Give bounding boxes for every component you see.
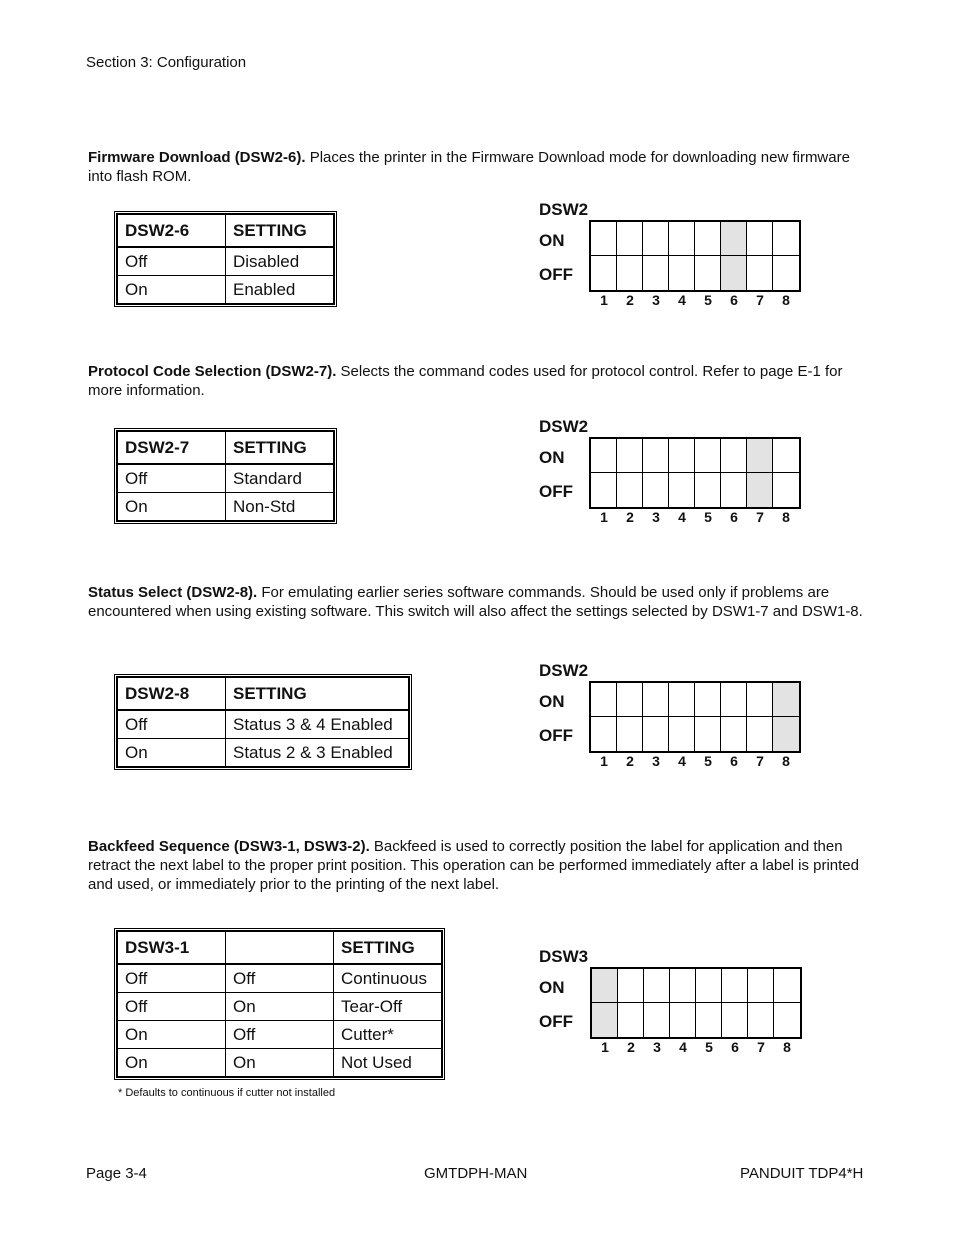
footnote: * Defaults to continuous if cutter not installed — [118, 1087, 336, 1099]
dip-switch-8-on — [773, 683, 799, 717]
table-header-cell — [226, 932, 334, 965]
dip-switch-number: 3 — [652, 509, 660, 525]
dip-off-label: OFF — [539, 726, 573, 745]
dip-switch-number: 3 — [653, 1039, 661, 1055]
dip-switch-label: DSW2 — [539, 200, 589, 219]
dip-switch-1-on — [591, 439, 617, 473]
dip-switch-5-on — [695, 222, 721, 256]
dip-switch-6-off — [721, 717, 747, 751]
dip-switch-number: 1 — [600, 509, 608, 525]
table-header-cell: SETTING — [226, 678, 409, 711]
dip-switch-numbers — [591, 292, 799, 308]
dip-switch-8-off — [773, 256, 799, 290]
table-cell: Off — [226, 964, 334, 993]
dip-switch-number: 5 — [704, 292, 712, 308]
dip-switch-numbers — [591, 509, 799, 525]
settings-table — [114, 928, 445, 1080]
dip-switch-7-off — [747, 717, 773, 751]
table-cell: On — [226, 1049, 334, 1077]
dip-off-label: OFF — [539, 482, 573, 501]
dip-switch-1-off — [591, 256, 617, 290]
protocol-code-paragraph — [88, 362, 863, 400]
dip-switch-6-off — [721, 473, 747, 507]
table-row — [118, 1049, 442, 1077]
table-header-cell: DSW2-7 — [118, 432, 226, 465]
dip-switch-2-on — [617, 439, 643, 473]
dip-switch-number: 7 — [757, 1039, 765, 1055]
dip-switch-number: 5 — [705, 1039, 713, 1055]
dip-switch-number: 2 — [626, 753, 634, 769]
dip-switch-diagram — [589, 437, 801, 509]
dip-switch-5-off — [696, 1003, 722, 1037]
table-header-cell: DSW3-1 — [118, 932, 226, 965]
table-cell: Status 3 & 4 Enabled — [226, 710, 409, 739]
dip-switch-diagram — [589, 220, 801, 292]
footer-doc-id: GMTDPH-MAN — [424, 1165, 528, 1182]
dip-switch-3-on — [643, 222, 669, 256]
dip-switch-1-off — [591, 717, 617, 751]
table-row — [118, 964, 442, 993]
dip-switch-number: 5 — [704, 753, 712, 769]
table-cell: On — [118, 493, 226, 521]
dip-off-label: OFF — [539, 1012, 573, 1031]
table-cell: On — [118, 739, 226, 767]
dip-switch-number: 8 — [783, 1039, 791, 1055]
dip-switch-4-off — [669, 256, 695, 290]
dip-on-label: ON — [539, 978, 565, 997]
table-cell: On — [226, 993, 334, 1021]
dip-switch-number: 1 — [600, 292, 608, 308]
settings-table — [114, 211, 337, 307]
dip-switch-numbers — [591, 753, 799, 769]
dip-switch-7-off — [747, 473, 773, 507]
status-select-paragraph — [88, 583, 863, 621]
dip-switch-8-off — [774, 1003, 800, 1037]
dip-switch-3-off — [643, 256, 669, 290]
dip-switch-3-on — [643, 439, 669, 473]
dip-switch-1-on — [591, 222, 617, 256]
dip-switch-number: 3 — [652, 292, 660, 308]
dip-switch-6-off — [722, 1003, 748, 1037]
dip-switch-7-on — [747, 222, 773, 256]
table-cell: On — [118, 276, 226, 304]
dip-on-label: ON — [539, 692, 565, 711]
table-cell: Status 2 & 3 Enabled — [226, 739, 409, 767]
dip-switch-3-off — [644, 1003, 670, 1037]
dip-switch-7-off — [747, 256, 773, 290]
dip-switch-5-on — [695, 439, 721, 473]
dip-switch-8-on — [773, 222, 799, 256]
dip-switch-number: 2 — [627, 1039, 635, 1055]
table-cell: Cutter* — [334, 1021, 442, 1049]
table-cell: Non-Std — [226, 493, 334, 521]
dip-switch-4-on — [669, 222, 695, 256]
dip-switch-3-off — [643, 717, 669, 751]
table-cell: Off — [226, 1021, 334, 1049]
dip-on-label: ON — [539, 448, 565, 467]
dip-switch-6-on — [721, 222, 747, 256]
table-cell: Tear-Off — [334, 993, 442, 1021]
footer-product: PANDUIT TDP4*H — [740, 1165, 864, 1182]
dip-switch-2-on — [618, 969, 644, 1003]
dip-switch-number: 4 — [678, 509, 686, 525]
dip-switch-6-on — [722, 969, 748, 1003]
table-row — [118, 739, 409, 767]
table-row — [118, 993, 442, 1021]
dip-switch-number: 6 — [731, 1039, 739, 1055]
settings-table — [114, 428, 337, 524]
dip-switch-3-on — [644, 969, 670, 1003]
table-cell: Off — [118, 993, 226, 1021]
dip-switch-7-off — [748, 1003, 774, 1037]
dip-switch-label: DSW3 — [539, 947, 589, 966]
dip-switch-8-on — [774, 969, 800, 1003]
dip-switch-8-off — [773, 717, 799, 751]
dip-switch-6-off — [721, 256, 747, 290]
paragraph-body: For emulating earlier series software commands. Should be used only if problems are encountered when using existing software. This switch will also affect the settings selected by DSW1-7 and DSW1-8. — [88, 584, 863, 620]
dip-switch-number: 2 — [626, 509, 634, 525]
dip-switch-4-on — [669, 439, 695, 473]
dip-switch-2-on — [617, 222, 643, 256]
table-row — [118, 493, 334, 521]
dip-switch-1-off — [591, 473, 617, 507]
table-row — [118, 1021, 442, 1049]
table-cell: Enabled — [226, 276, 334, 304]
dip-switch-number: 4 — [679, 1039, 687, 1055]
dip-switch-4-off — [669, 717, 695, 751]
dip-switch-number: 7 — [756, 292, 764, 308]
dip-switch-diagram — [589, 681, 801, 753]
footer-page-number: Page 3-4 — [86, 1165, 147, 1182]
dip-switch-number: 6 — [730, 292, 738, 308]
dip-switch-5-off — [695, 717, 721, 751]
dip-switch-3-on — [643, 683, 669, 717]
table-row — [118, 276, 334, 304]
dip-switch-4-off — [670, 1003, 696, 1037]
paragraph-title: Status Select (DSW2-8). — [88, 584, 258, 601]
dip-switch-2-off — [618, 1003, 644, 1037]
dip-switch-1-on — [592, 969, 618, 1003]
table-cell: Not Used — [334, 1049, 442, 1077]
paragraph-title: Protocol Code Selection (DSW2-7). — [88, 363, 337, 380]
table-header-cell: SETTING — [226, 215, 334, 248]
dip-switch-6-on — [721, 683, 747, 717]
dip-switch-8-off — [773, 473, 799, 507]
firmware-download-paragraph — [88, 148, 863, 186]
table-row — [118, 464, 334, 493]
dip-switch-number: 8 — [782, 292, 790, 308]
dip-switch-diagram — [590, 967, 802, 1039]
backfeed-sequence-paragraph — [88, 837, 863, 894]
dip-switch-3-off — [643, 473, 669, 507]
table-row — [118, 247, 334, 276]
table-cell: On — [118, 1021, 226, 1049]
dip-switch-5-on — [696, 969, 722, 1003]
table-header-cell: DSW2-8 — [118, 678, 226, 711]
dip-switch-1-on — [591, 683, 617, 717]
table-cell: Off — [118, 464, 226, 493]
dip-switch-4-on — [669, 683, 695, 717]
dip-switch-number: 8 — [782, 509, 790, 525]
dip-switch-number: 6 — [730, 509, 738, 525]
dip-switch-number: 7 — [756, 509, 764, 525]
section-header: Section 3: Configuration — [86, 54, 247, 71]
dip-switch-label: DSW2 — [539, 661, 589, 680]
dip-switch-7-on — [747, 439, 773, 473]
paragraph-body: Selects the command codes used for protocol control. Refer to page E-1 for more information. — [88, 363, 843, 399]
dip-off-label: OFF — [539, 265, 573, 284]
dip-on-label: ON — [539, 231, 565, 250]
table-header-cell: SETTING — [334, 932, 442, 965]
dip-switch-5-on — [695, 683, 721, 717]
dip-switch-7-on — [747, 683, 773, 717]
paragraph-title: Firmware Download (DSW2-6). — [88, 149, 306, 166]
dip-switch-5-off — [695, 473, 721, 507]
dip-switch-number: 4 — [678, 753, 686, 769]
dip-switch-number: 4 — [678, 292, 686, 308]
table-cell: Disabled — [226, 247, 334, 276]
table-cell: Off — [118, 710, 226, 739]
table-header-cell: SETTING — [226, 432, 334, 465]
paragraph-body: Places the printer in the Firmware Download mode for downloading new firmware into flash ROM. — [88, 149, 850, 185]
dip-switch-number: 6 — [730, 753, 738, 769]
dip-switch-2-off — [617, 473, 643, 507]
dip-switch-4-on — [670, 969, 696, 1003]
table-cell: Off — [118, 964, 226, 993]
dip-switch-2-off — [617, 717, 643, 751]
table-cell: Off — [118, 247, 226, 276]
dip-switch-number: 1 — [601, 1039, 609, 1055]
table-cell: On — [118, 1049, 226, 1077]
dip-switch-5-off — [695, 256, 721, 290]
dip-switch-number: 1 — [600, 753, 608, 769]
dip-switch-number: 3 — [652, 753, 660, 769]
table-row — [118, 710, 409, 739]
dip-switch-numbers — [592, 1039, 800, 1055]
dip-switch-8-on — [773, 439, 799, 473]
paragraph-title: Backfeed Sequence (DSW3-1, DSW3-2). — [88, 838, 370, 855]
dip-switch-label: DSW2 — [539, 417, 589, 436]
dip-switch-7-on — [748, 969, 774, 1003]
table-header-cell: DSW2-6 — [118, 215, 226, 248]
dip-switch-6-on — [721, 439, 747, 473]
dip-switch-number: 7 — [756, 753, 764, 769]
dip-switch-4-off — [669, 473, 695, 507]
table-cell: Standard — [226, 464, 334, 493]
dip-switch-2-off — [617, 256, 643, 290]
paragraph-body: Backfeed is used to correctly position the label for application and then retract the next label to the proper print position. This operation can be performed immediately after a label is printed and used, or immediately prior to the printing of the next label. — [88, 838, 859, 893]
settings-table — [114, 674, 412, 770]
dip-switch-number: 2 — [626, 292, 634, 308]
dip-switch-1-off — [592, 1003, 618, 1037]
table-cell: Continuous — [334, 964, 442, 993]
dip-switch-2-on — [617, 683, 643, 717]
dip-switch-number: 5 — [704, 509, 712, 525]
dip-switch-number: 8 — [782, 753, 790, 769]
